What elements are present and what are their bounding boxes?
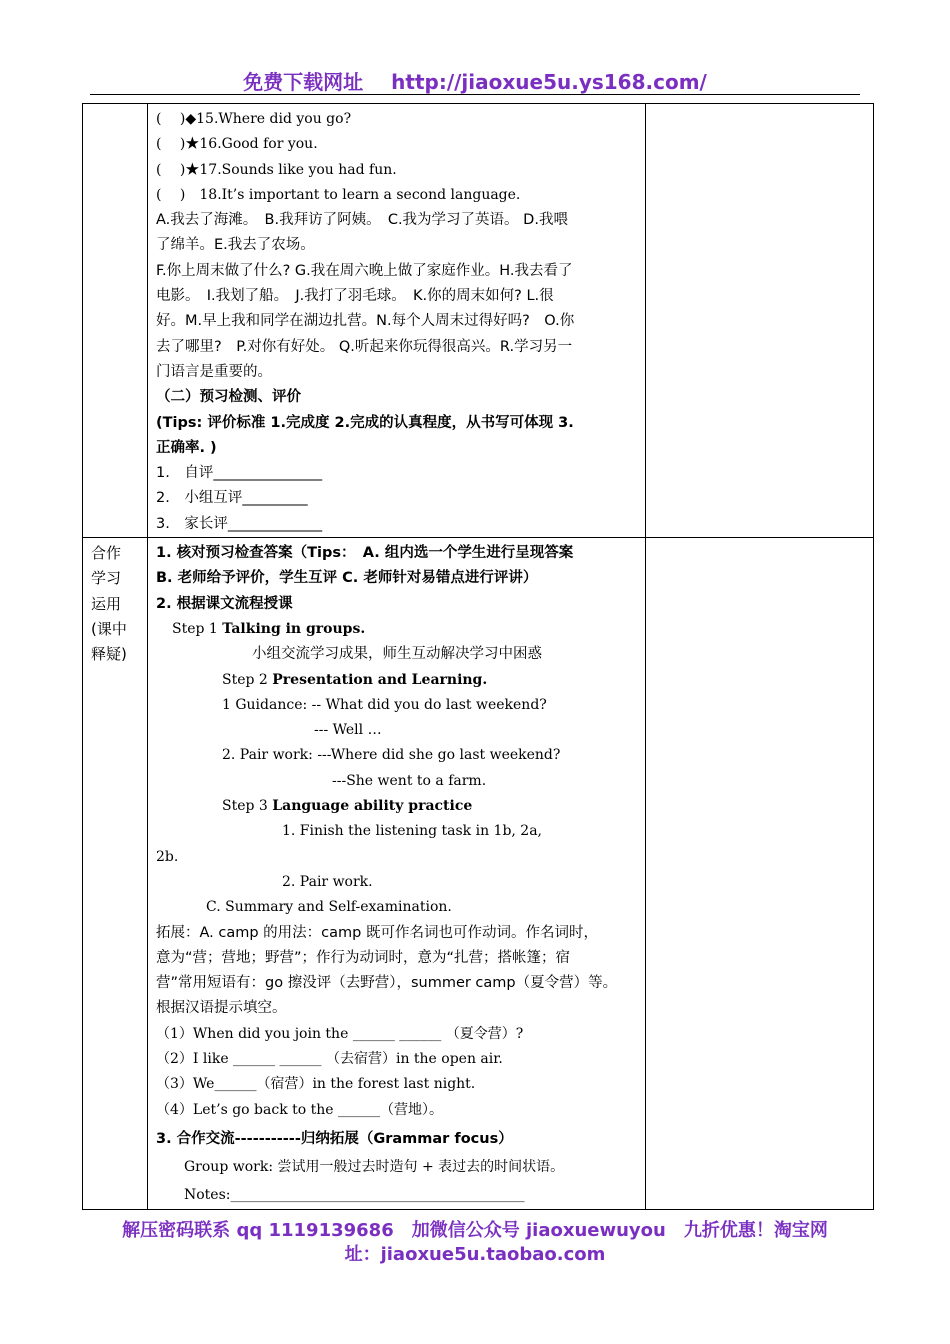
row1-notes-cell xyxy=(646,104,874,538)
section-label-line: (课中 xyxy=(91,619,127,638)
question-18: ( ) 18.It’s important to learn a second language. xyxy=(156,186,521,203)
footer-shop-link[interactable]: 址：jiaoxue5u.taobao.com xyxy=(344,1244,606,1265)
fill-blank-item: （4）Let’s go back to the ______（营地）。 xyxy=(156,1101,444,1118)
step1-heading: Step 1 Talking in groups. xyxy=(172,620,366,637)
options-text: F.你上周末做了什么? G.我在周六晚上做了家庭作业。H.我去看了 xyxy=(156,262,573,279)
step-2-instruction: 2. 根据课文流程授课 xyxy=(156,595,293,612)
table-row xyxy=(83,538,874,1210)
listening-task: 2b. xyxy=(156,848,179,865)
step1-description: 小组交流学习成果，师生互动解决学习中困惑 xyxy=(252,646,542,663)
section-label-line: 合作 xyxy=(91,544,122,563)
step3-heading: Step 3 Language ability practice xyxy=(222,798,473,815)
section-title: （二）预习检测、评价 xyxy=(156,389,301,406)
extension-text: 根据汉语提示填空。 xyxy=(156,1000,287,1017)
step-1-instruction: B. 老师给予评价，学生互评 C. 老师针对易错点进行评讲） xyxy=(156,570,538,587)
header-label: 免费下载网址 xyxy=(243,70,364,94)
row2-content-cell xyxy=(148,538,646,1210)
pair-work-line: ---She went to a farm. xyxy=(332,772,487,789)
parent-eval-line: 3. 家长评_____________ xyxy=(156,515,323,532)
page-header xyxy=(90,66,860,95)
pair-work-item: 2. Pair work. xyxy=(282,873,373,890)
options-text: 门语言是重要的。 xyxy=(156,363,272,380)
tips-text: (Tips: 评价标准 1.完成度 2.完成的认真程度，从书写可体现 3. xyxy=(156,414,574,431)
row2-notes-cell xyxy=(646,538,874,1210)
options-text: A.我去了海滩。 B.我拜访了阿姨。 C.我为学习了英语。 D.我喂 xyxy=(156,212,568,229)
pair-work-line: 2. Pair work: ---Where did she go last weekend? xyxy=(222,747,561,764)
step-3-instruction: 3. 合作交流-----------归纳拓展（Grammar focus） xyxy=(156,1130,513,1147)
extension-text: 拓展：A. camp 的用法：camp 既可作名词也可作动词。作名词时， xyxy=(156,924,598,941)
header-url-link[interactable]: http://jiaoxue5u.ys168.com/ xyxy=(391,70,707,94)
table-row xyxy=(83,104,874,538)
options-text: 了绵羊。E.我去了农场。 xyxy=(156,237,315,254)
footer-contact-text: 解压密码联系 qq 1119139686 加微信公众号 jiaoxuewuyou 九折优惠！淘宝网 xyxy=(122,1220,828,1241)
page-footer xyxy=(90,1219,860,1267)
summary-line: C. Summary and Self-examination. xyxy=(206,899,452,916)
row2-label-cell xyxy=(83,538,148,1210)
guidance-line: 1 Guidance: -- What did you do last weekend? xyxy=(222,696,547,713)
options-text: 去了哪里? P.对你有好处。 Q.听起来你玩得很高兴。R.学习另一 xyxy=(156,338,573,355)
step-1-instruction: 1. 核对预习检查答案（Tips： A. 组内选一个学生进行呈现答案 xyxy=(156,545,574,562)
options-text: 电影。 I.我划了船。 J.我打了羽毛球。 K.你的周末如何? L.很 xyxy=(156,288,554,305)
fill-blank-item: （3）We______（宿营）in the forest last night. xyxy=(156,1076,476,1093)
guidance-line: --- Well … xyxy=(314,722,382,739)
notes-line: Notes:__________________________________________ xyxy=(184,1187,525,1204)
listening-task: 1. Finish the listening task in 1b, 2a, xyxy=(282,823,543,840)
group-eval-line: 2. 小组互评_________ xyxy=(156,490,308,507)
options-text: 好。M.早上我和同学在湖边扎营。N.每个人周末过得好吗? O.你 xyxy=(156,313,575,330)
lesson-table xyxy=(82,103,874,1210)
fill-blank-item: （1）When did you join the ______ ______ （夏令营）? xyxy=(156,1025,524,1042)
question-17: ( )★17.Sounds like you had fun. xyxy=(156,161,397,178)
row1-label-cell xyxy=(83,104,148,538)
section-label-line: 运用 xyxy=(91,594,122,613)
group-work-line: Group work: 尝试用一般过去时造句 + 表过去的时间状语。 xyxy=(184,1159,565,1176)
question-16: ( )★16.Good for you. xyxy=(156,136,318,153)
section-label-line: 学习 xyxy=(91,569,122,588)
tips-text: 正确率. ) xyxy=(156,439,217,456)
extension-text: 营”常用短语有：go 擦没评（去野营），summer camp（夏令营）等。 xyxy=(156,975,618,992)
question-15: ( )◆15.Where did you go? xyxy=(156,111,352,127)
self-eval-line: 1. 自评_______________ xyxy=(156,465,323,482)
extension-text: 意为“营；营地；野营”；作行为动词时，意为“扎营；搭帐篷；宿 xyxy=(156,949,571,966)
step2-heading: Step 2 Presentation and Learning. xyxy=(222,671,488,688)
section-label-line: 释疑) xyxy=(91,645,127,664)
header-divider xyxy=(90,94,860,95)
fill-blank-item: （2）I like ______ ______ （去宿营）in the open air. xyxy=(156,1050,503,1067)
row1-content-cell xyxy=(148,104,646,538)
